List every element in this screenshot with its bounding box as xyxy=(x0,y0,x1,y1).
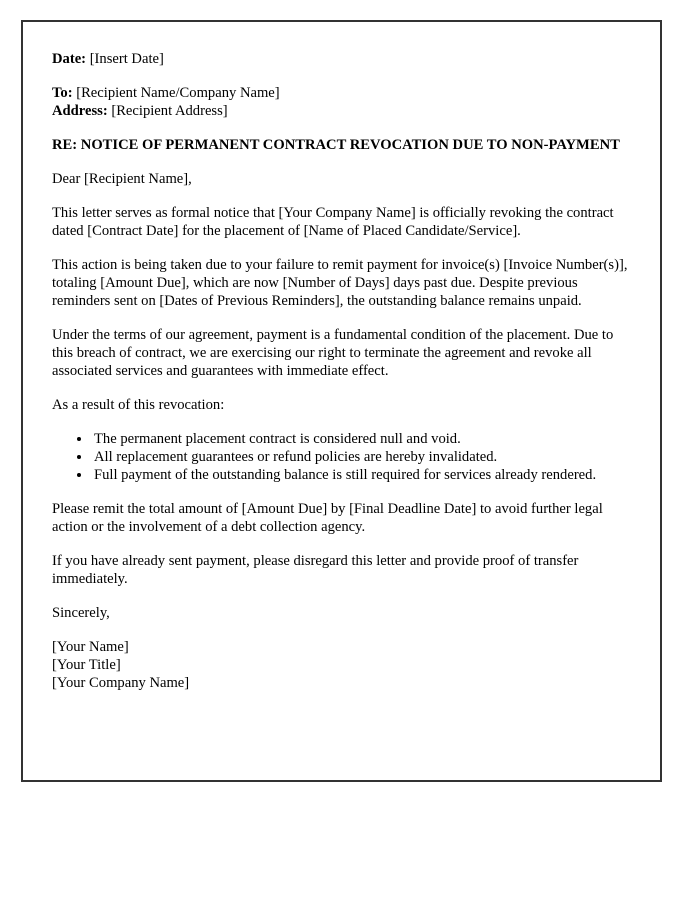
paragraph-reason: This action is being taken due to your failure to remit payment for invoice(s) [Invoice Number(s)], totaling [Amount Due], which are now [Number of Days] days past due. Despite previous reminders sent on [Dates of Previous Reminders], the outstanding balance remains unpaid. xyxy=(52,257,628,309)
paragraph-notice: This letter serves as formal notice that [Your Company Name] is officially revoking the contract dated [Contract Date] for the placement of [Name of Placed Candidate/Service]. xyxy=(52,205,614,239)
to-value: [Recipient Name/Company Name] xyxy=(72,85,280,101)
list-item: • Full payment of the outstanding balance is still required for services already rendered. xyxy=(92,466,634,484)
signature-name: [Your Name] xyxy=(52,639,129,655)
salutation: Dear [Recipient Name], xyxy=(52,171,192,187)
paragraph-disregard: If you have already sent payment, please disregard this letter and provide proof of transfer immediately. xyxy=(52,553,579,587)
to-label: To: xyxy=(52,85,73,101)
signature-company: [Your Company Name] xyxy=(52,675,190,691)
list-item: • All replacement guarantees or refund policies are hereby invalidated. xyxy=(92,448,634,466)
letter-body xyxy=(21,20,662,782)
address-value: [Recipient Address] xyxy=(107,103,228,119)
date-value: [Insert Date] xyxy=(86,51,164,67)
signature-title: [Your Title] xyxy=(52,657,121,673)
address-line xyxy=(52,102,634,120)
date-line xyxy=(52,50,634,68)
list-item: • The permanent placement contract is considered null and void. xyxy=(92,430,634,448)
consequences-list xyxy=(52,430,634,484)
address-label: Address: xyxy=(52,103,108,119)
paragraph-result-intro: As a result of this revocation: xyxy=(52,397,225,413)
date-label: Date: xyxy=(52,51,87,67)
closing: Sincerely, xyxy=(52,605,110,621)
paragraph-terms: Under the terms of our agreement, payment is a fundamental condition of the placement. Due to this breach of contract, we are exercising our right to terminate the agreement and revoke all associated services and guarantees with immediate effect. xyxy=(52,327,614,379)
to-line xyxy=(52,84,634,102)
paragraph-remit: Please remit the total amount of [Amount Due] by [Final Deadline Date] to avoid further legal action or the involvement of a debt collection agency. xyxy=(52,501,603,535)
subject-line: RE: NOTICE OF PERMANENT CONTRACT REVOCATION DUE TO NON-PAYMENT xyxy=(52,137,620,153)
